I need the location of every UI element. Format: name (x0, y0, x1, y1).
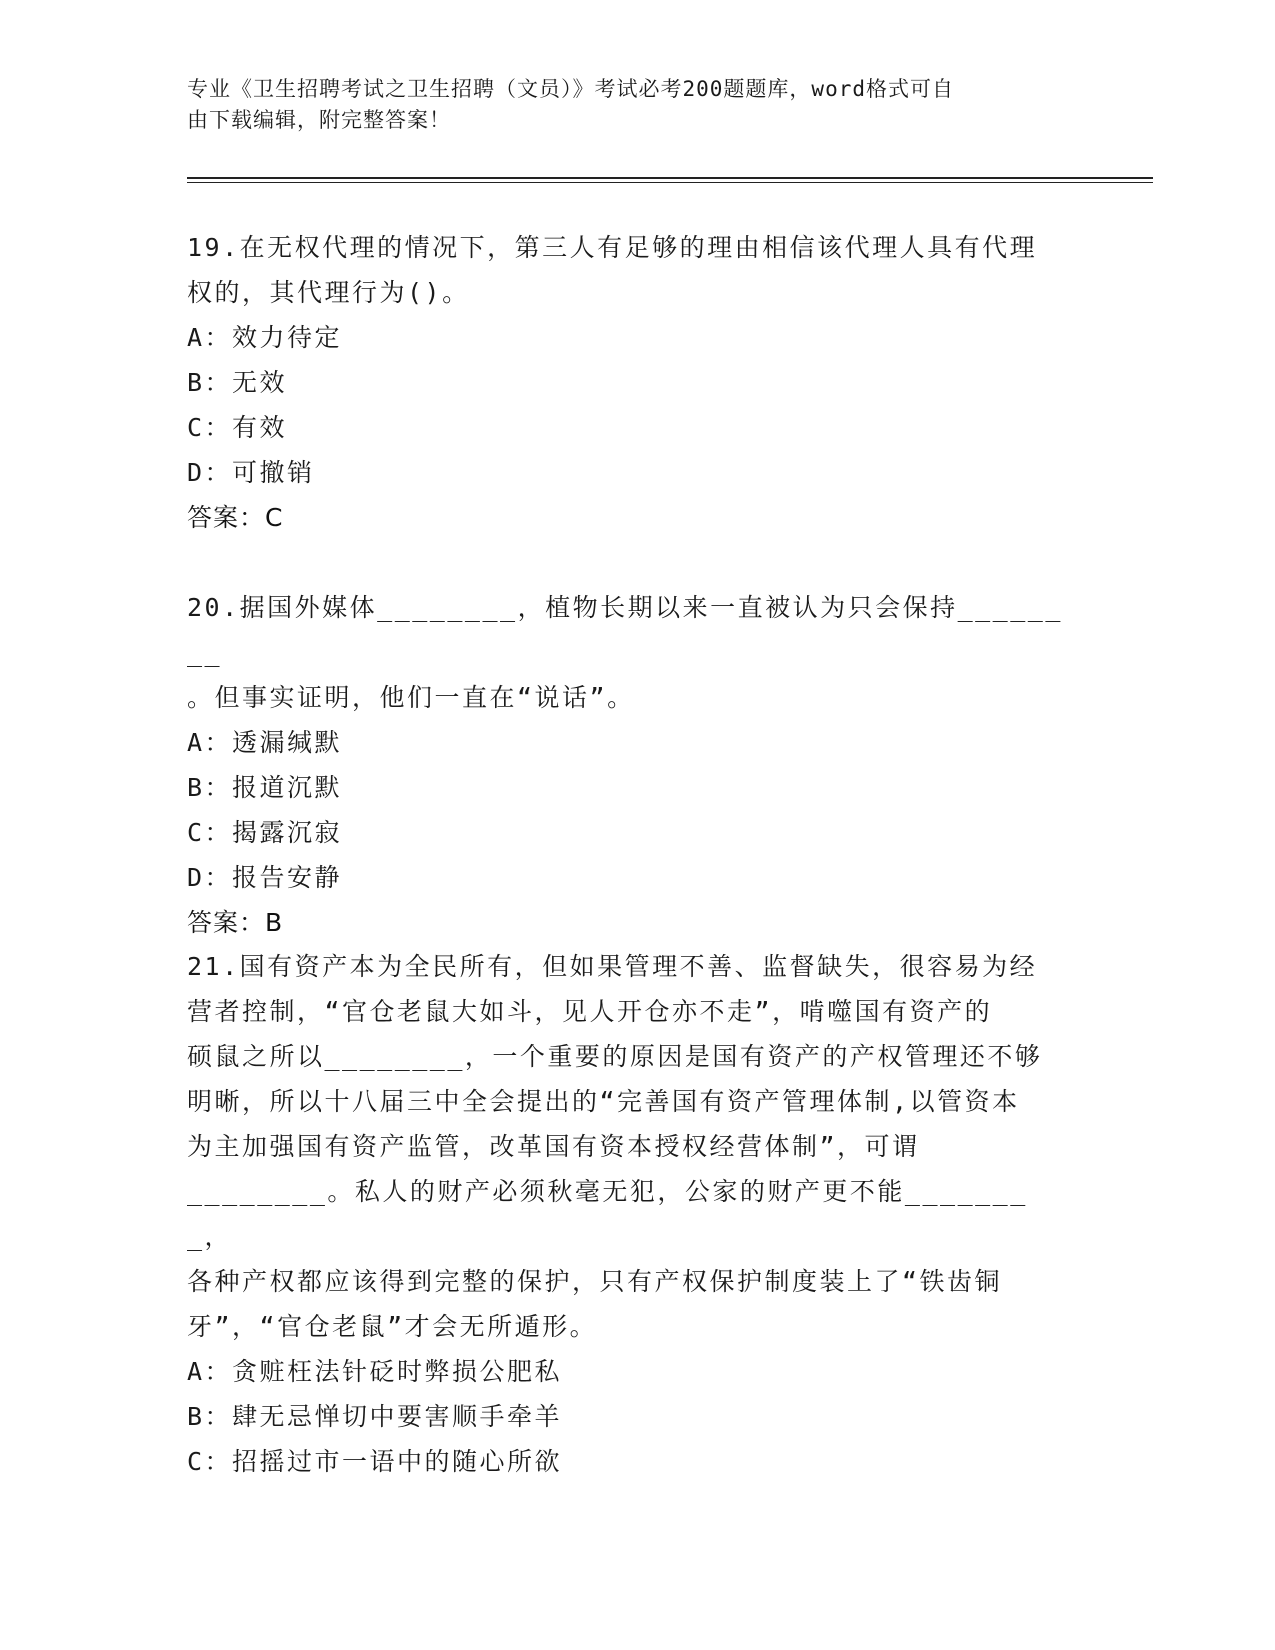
option-a: A：透漏缄默 (187, 728, 343, 757)
document-header (187, 74, 1067, 136)
question-stem-line: ________。私人的财产必须秋毫无犯，公家的财产更不能________， (187, 1177, 1028, 1251)
question-stem-line: 。但事实证明，他们一直在“说话”。 (187, 683, 635, 712)
option-c: C：揭露沉寂 (187, 818, 343, 847)
question-stem-line: 各种产权都应该得到完整的保护，只有产权保护制度装上了“铁齿铜 (187, 1267, 1003, 1296)
header-line: 由下载编辑，附完整答案！ (187, 108, 451, 132)
option-b: B：肆无忌惮切中要害顺手牵羊 (187, 1402, 563, 1431)
option-c: C：招摇过市一语中的随心所欲 (187, 1447, 563, 1476)
option-d: D：报告安静 (187, 863, 343, 892)
question-19 (187, 225, 1067, 540)
question-stem-line: 权的，其代理行为()。 (187, 278, 470, 307)
option-a: A：效力待定 (187, 323, 343, 352)
header-line: 专业《卫生招聘考试之卫生招聘（文员）》考试必考200题题库，word格式可自 (187, 77, 954, 101)
header-divider-thin (187, 182, 1153, 183)
header-divider (187, 177, 1153, 179)
option-b: B：无效 (187, 368, 288, 397)
question-stem-line: 21.国有资产本为全民所有，但如果管理不善、监督缺失，很容易为经 (187, 952, 1038, 981)
question-20 (187, 585, 1067, 945)
answer-line: 答案：B (187, 908, 284, 937)
question-stem-line: 硕鼠之所以________，一个重要的原因是国有资产的产权管理还不够 (187, 1042, 1043, 1071)
answer-line: 答案：C (187, 503, 284, 532)
option-c: C：有效 (187, 413, 288, 442)
option-d: D：可撤销 (187, 458, 315, 487)
question-stem-line: 20.据国外媒体________，植物长期以来一直被认为只会保持________ (187, 593, 1063, 667)
option-b: B：报道沉默 (187, 773, 343, 802)
question-stem-line: 明晰，所以十八届三中全会提出的“完善国有资产管理体制,以管资本 (187, 1087, 1020, 1116)
question-stem-line: 为主加强国有资产监管，改革国有资本授权经营体制”，可谓 (187, 1132, 920, 1161)
question-stem-line: 19.在无权代理的情况下，第三人有足够的理由相信该代理人具有代理 (187, 233, 1038, 262)
question-stem-line: 牙”，“官仓老鼠”才会无所遁形。 (187, 1312, 598, 1341)
question-21 (187, 944, 1067, 1484)
question-stem-line: 营者控制，“官仓老鼠大如斗，见人开仓亦不走”，啃噬国有资产的 (187, 997, 993, 1026)
option-a: A：贪赃枉法针砭时弊损公肥私 (187, 1357, 563, 1386)
